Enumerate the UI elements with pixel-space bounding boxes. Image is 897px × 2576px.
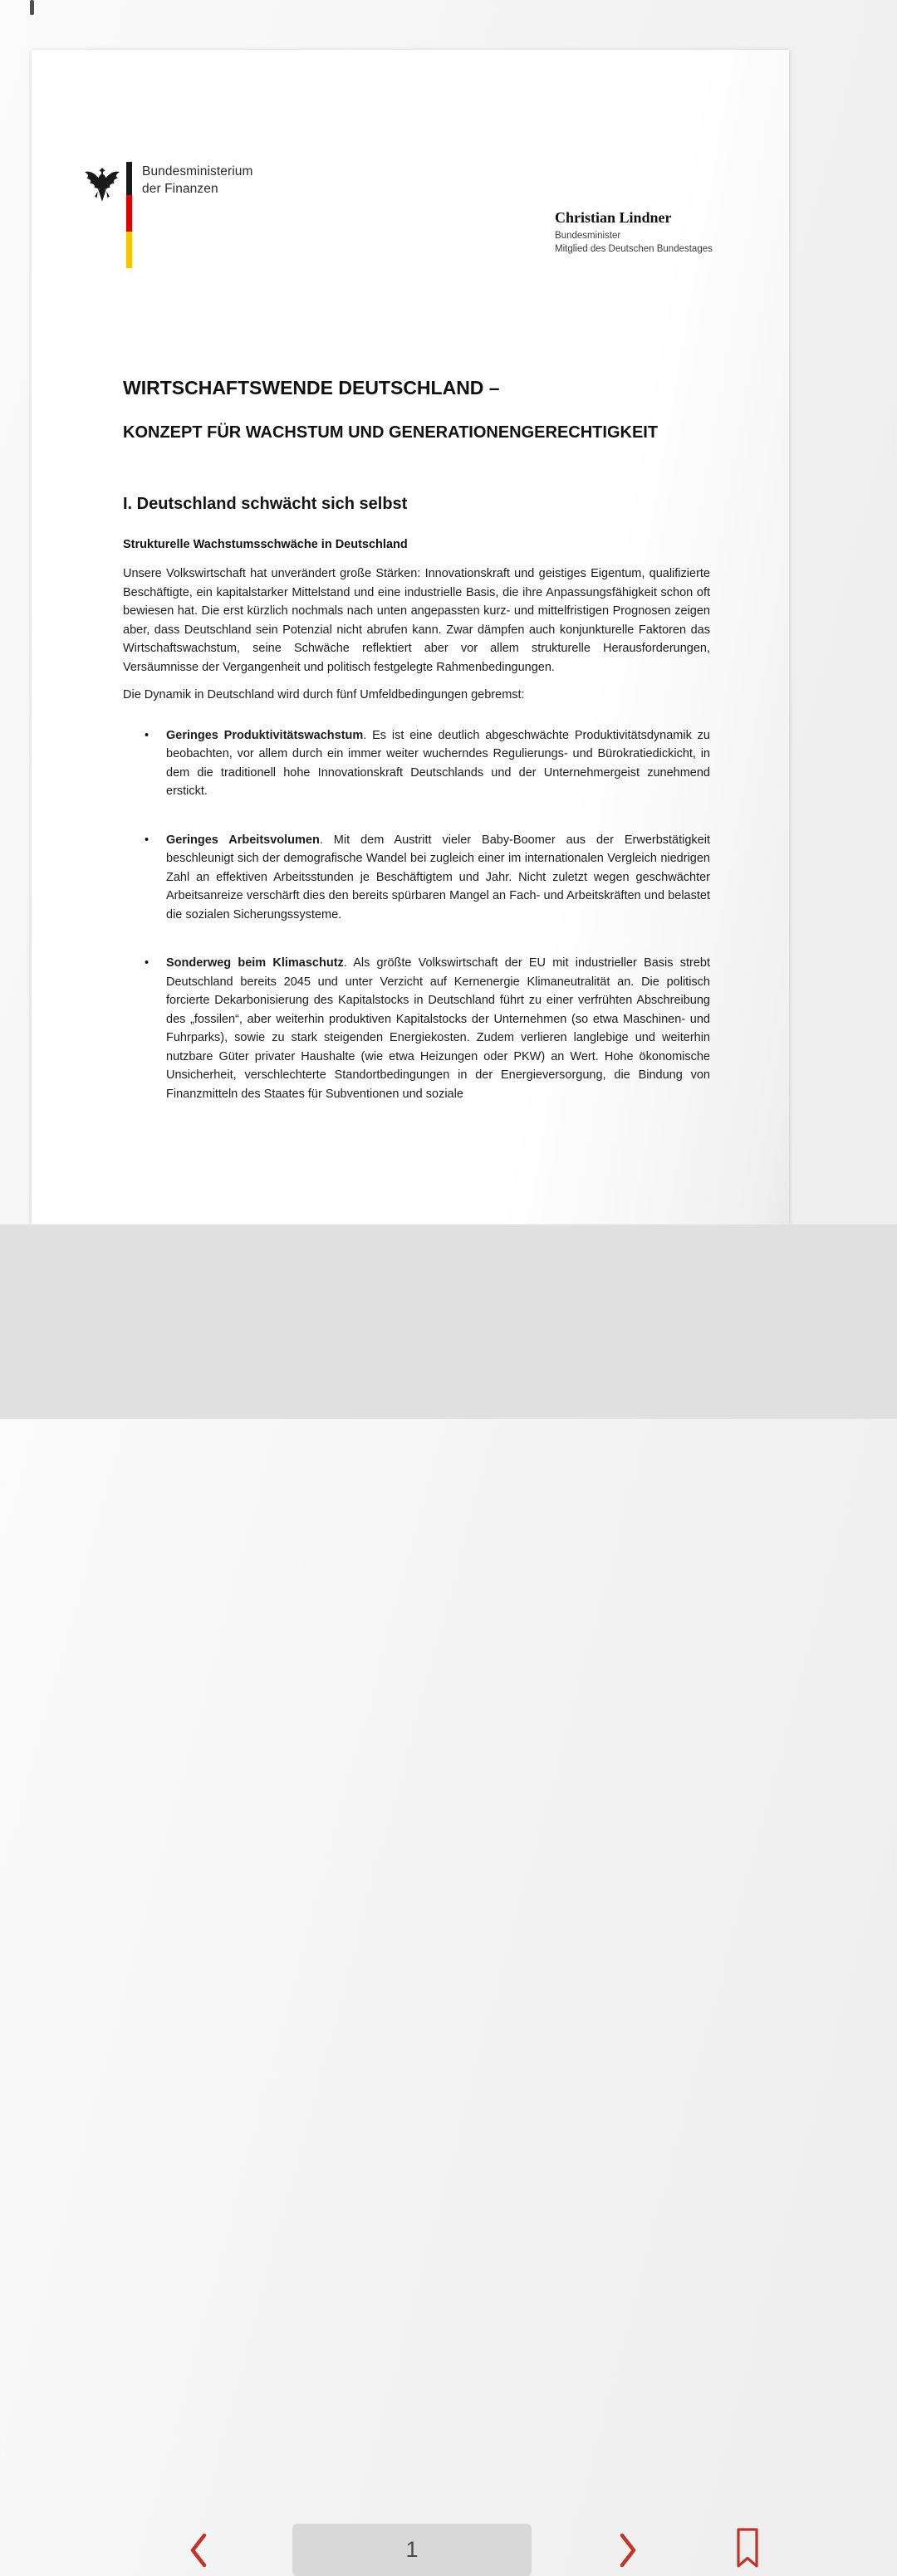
- viewer-footer: [0, 1224, 897, 2562]
- bullet-lead: Sonderweg beim Klimaschutz: [166, 956, 344, 970]
- scrollbar-thumb[interactable]: [30, 0, 34, 15]
- bullet-lead: Geringes Arbeitsvolumen: [166, 833, 320, 847]
- document-title-line2: KONZEPT FÜR WACHSTUM UND GENERATIONENGERECHTIGKEIT: [123, 423, 659, 442]
- federal-eagle-icon: [83, 164, 121, 207]
- flag-stripe: [126, 162, 132, 268]
- previous-page-button[interactable]: [186, 2531, 211, 2569]
- chevron-right-icon: [615, 2531, 640, 2569]
- bullet-item-labor-volume: [166, 831, 710, 925]
- ministry-name-line2: der Finanzen: [142, 182, 218, 196]
- bullet-item-climate-path: [166, 954, 710, 1103]
- bookmark-icon: [733, 2526, 762, 2569]
- ministry-logo: [83, 162, 253, 268]
- page-number-field[interactable]: [292, 2524, 532, 2576]
- paragraph-2: Die Dynamik in Deutschland wird durch fünf Umfeldbedingungen gebremst:: [123, 688, 525, 701]
- flag-stripe-black: [126, 162, 132, 195]
- author-block: [555, 209, 713, 256]
- bullet-lead: Geringes Produktivitätswachstum: [166, 728, 364, 742]
- bullet-text: . Es ist eine deutlich abgeschwächte Produktivitätsdynamik zu beobachten, vor allem durch ein immer weiter wucherndes Regulierungs- und Bürokratiedickicht, in dem die traditionell hohe Innovationskraft Deutschlands und der Unternehmergeist zunehmend erstickt.: [166, 728, 710, 798]
- paragraph-1: Unsere Volkswirtschaft hat unverändert große Stärken: Innovationskraft und geistiges Eigentum, qualifizierte Beschäftigte, ein kapitalstarker Mittelstand und eine industrielle Basis, die ihre Anpassungsfähigkeit schon oft bewiesen hat. Die erst kürzlich nochmals nach unten angepassten kurz- und mittelfristigen Prognosen zeigen aber, dass Deutschland sein Potenzial nicht abrufen kann. Zwar dämpfen auch konjunkturelle Faktoren das Wirtschaftswachstum, seine Schwäche reflektiert aber vor allem strukturelle Herausforderungen, Versäumnisse der Vergangenheit und politisch festgelegte Rahmenbedingungen.: [123, 567, 710, 674]
- section-heading: I. Deutschland schwächt sich selbst: [123, 495, 408, 513]
- sub-heading: Strukturelle Wachstumsschwäche in Deutschland: [123, 538, 408, 551]
- bullet-text: . Als größte Volkswirtschaft der EU mit industrieller Basis strebt Deutschland bereits 2045 und unter Verzicht auf Kernenergie Klimaneutralität an. Die politisch forcierte Dekarbonisierung des Kapitalstocks in Deutschland führt zu einer verfrühten Abschreibung des „fossilen“, aber weiterhin produktiven Kapitalstocks der Unternehmen (so etwa Maschinen- und Fuhrparks), sowie zu stark steigenden Energiekosten. Zudem verlieren langlebige und weiterhin nutzbare Güter privater Haushalte (wie etwa Heizungen oder PKW) an Wert. Hohe ökonomische Unsicherheit, verschlechterte Standortbedingungen in der Energieversorgung, die Bindung von Finanzmitteln des Staates für Subventionen und soziale: [166, 956, 710, 1101]
- page-number-value: 1: [405, 2537, 419, 2562]
- next-page-button[interactable]: [615, 2531, 640, 2569]
- ministry-name: [142, 162, 253, 268]
- bookmark-button[interactable]: [733, 2526, 762, 2569]
- ministry-name-line1: Bundesministerium: [142, 164, 253, 178]
- document-title-line1: WIRTSCHAFTSWENDE DEUTSCHLAND –: [123, 377, 500, 398]
- flag-stripe-red: [126, 195, 132, 232]
- bullet-list: [166, 726, 710, 1104]
- bullet-item-productivity: [166, 726, 710, 801]
- chevron-left-icon: [186, 2531, 211, 2569]
- document-content: [123, 376, 710, 1133]
- author-role-2: Mitglied des Deutschen Bundestages: [555, 243, 713, 254]
- flag-stripe-gold: [126, 232, 132, 268]
- author-name: Christian Lindner: [555, 209, 672, 226]
- bullet-text: . Mit dem Austritt vieler Baby-Boomer aus der Erwerbstätigkeit beschleunigt sich der demografische Wandel bei zugleich einer im internationalen Vergleich niedrigen Zahl an effektiven Arbeitsstunden je Beschäftigtem und Jahr. Nicht zuletzt wegen geschwächter Arbeitsanreize verschärft dies den bereits spürbaren Mangel an Fach- und Arbeitskräften und belastet die sozialen Sicherungssysteme.: [166, 833, 710, 921]
- document-page: [32, 50, 789, 1224]
- author-role-1: Bundesminister: [555, 231, 621, 241]
